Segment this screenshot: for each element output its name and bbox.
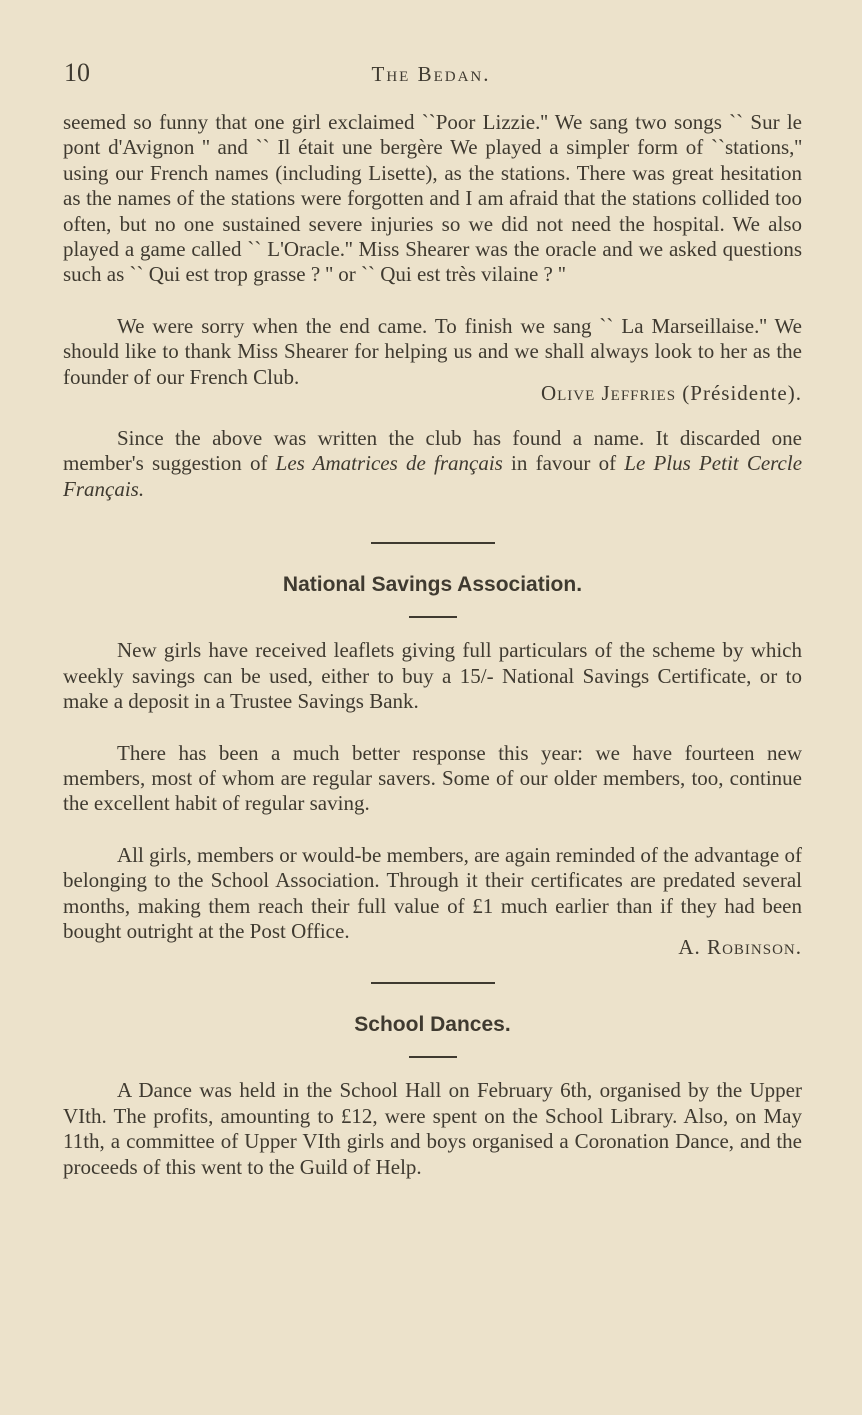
savings-paragraph-3: All girls, members or would-be members, are again reminded of the advantage of belonging to the School Association. Through it their certificates are predated several months, making them reach their full value of £1 much earlier than if they had been bought outright at the Post Office. — [63, 842, 802, 943]
section-title-dances: School Dances. — [354, 1013, 511, 1037]
signature-role: (Présidente). — [682, 381, 802, 406]
page-number: 10 — [64, 58, 90, 87]
signature-name: Olive Jeffries — [540, 381, 677, 406]
club-name-rejected: Les Amatrices de français — [275, 451, 503, 476]
club-name-chosen: Le Plus Petit Cercle Français. — [63, 451, 803, 501]
page-body — [63, 110, 802, 1180]
page-header — [0, 54, 862, 94]
running-title: The Bedan. — [371, 62, 491, 86]
p3-mid: in favour of — [511, 451, 617, 476]
french-club-paragraph-1: seemed so funny that one girl exclaimed ``Poor Lizzie.'' We sang two songs `` Sur le pont d'Avignon '' and `` Il était une bergère We played a simpler form of ``stations,'' using our French names (including Lisette), as the stations. There was great hesitation as the names of the stations were forgotten and I am afraid that the stations collided too often, but no one sustained severe injuries so we did not need the hospital. We also played a game called `` L'Oracle.'' Miss Shearer was the oracle and we asked questions such as `` Qui est trop grasse ? '' or `` Qui est très vilaine ? '' — [63, 110, 802, 287]
savings-paragraph-2: There has been a much better response this year: we have fourteen new members, most of whom are regular savers. Some of our older members, too, continue the excellent habit of regular saving. — [63, 740, 802, 816]
dances-paragraph-1: A Dance was held in the School Hall on February 6th, organised by the Upper VIth. The profits, amounting to £12, were spent on the School Library. Also, on May 11th, a committee of Upper VIth girls and boys organised a Coronation Dance, and the proceeds of this went to the Guild of Help. — [63, 1078, 802, 1179]
section-title-savings: National Savings Association. — [282, 573, 583, 597]
french-club-paragraph-2: We were sorry when the end came. To finish we sang `` La Marseillaise.'' We should like to thank Miss Shearer for helping us and we shall always look to her as the founder of our French Club. — [63, 313, 802, 389]
french-club-paragraph-3 — [63, 426, 802, 502]
p3-start: Since the above was written the club has found a name. It discarded one member's suggestion of — [63, 426, 802, 476]
signature-robinson: A. Robinson. — [678, 935, 802, 960]
savings-paragraph-1: New girls have received leaflets giving full particulars of the scheme by which weekly savings can be used, either to buy a 15/- National Savings Certificate, or to make a deposit in a Trustee Savings Bank. — [63, 638, 802, 714]
